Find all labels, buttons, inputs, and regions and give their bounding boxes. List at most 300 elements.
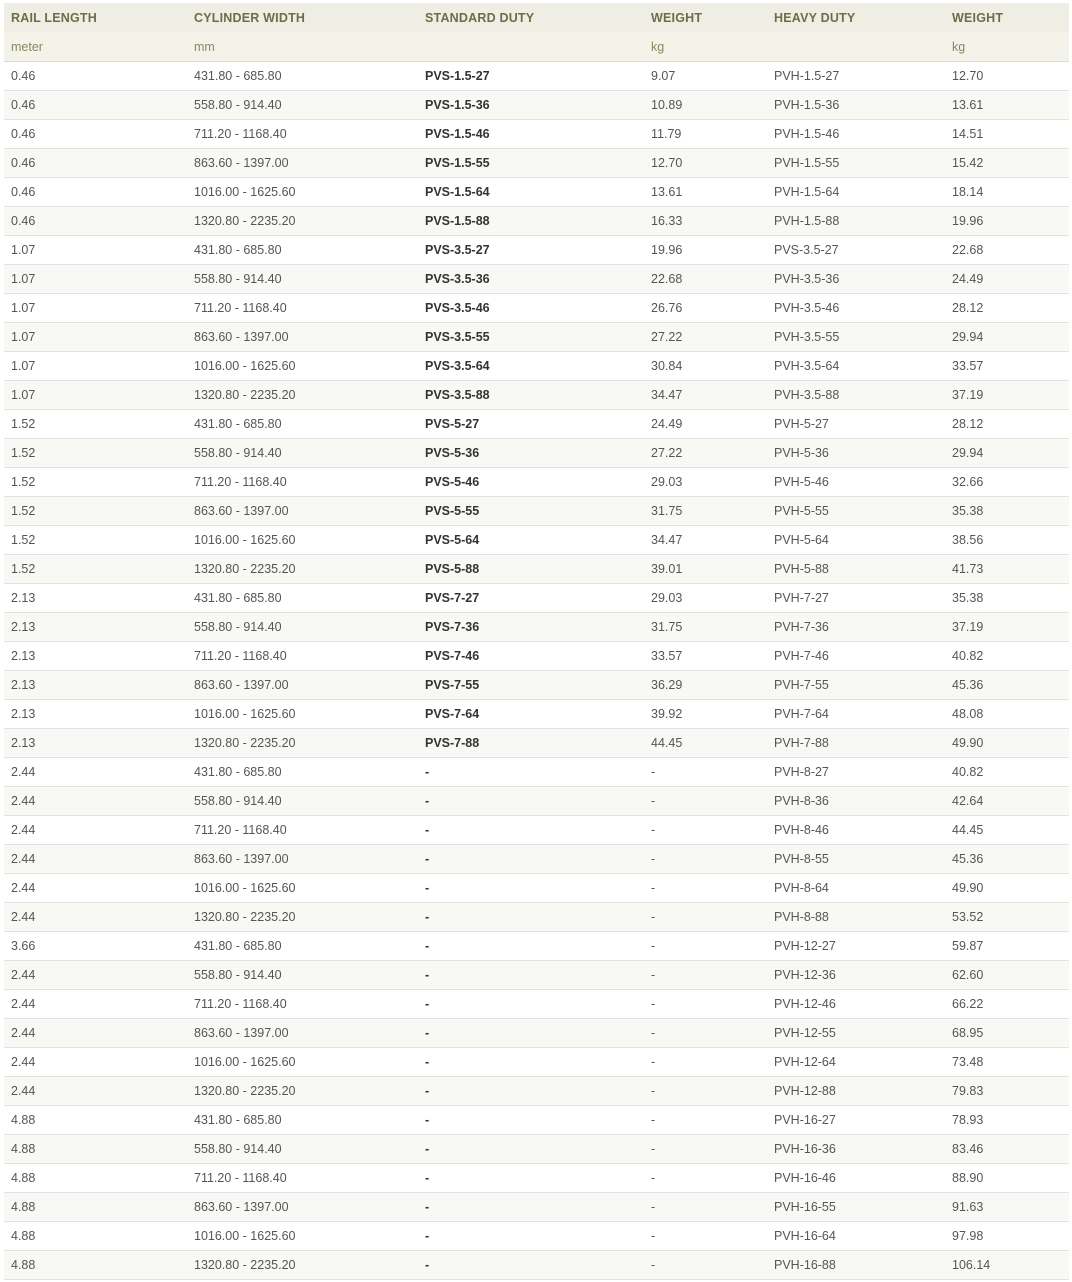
standard-weight-cell: 27.22 <box>644 323 767 352</box>
standard-weight-cell: - <box>644 1048 767 1077</box>
cylinder-width-cell: 863.60 - 1397.00 <box>187 1193 418 1222</box>
heavy-duty-cell: PVH-5-88 <box>767 555 945 584</box>
unit-standard-weight: kg <box>644 32 767 62</box>
standard-weight-cell: - <box>644 961 767 990</box>
rail-length-cell: 1.52 <box>4 555 187 584</box>
standard-duty-cell: PVS-3.5-36 <box>418 265 644 294</box>
standard-duty-cell: - <box>418 1251 644 1280</box>
standard-weight-cell: - <box>644 932 767 961</box>
rail-length-cell: 2.44 <box>4 961 187 990</box>
rail-length-cell: 2.44 <box>4 903 187 932</box>
standard-weight-cell: 33.57 <box>644 642 767 671</box>
rail-length-cell: 0.46 <box>4 91 187 120</box>
table-row <box>4 207 1069 236</box>
heavy-weight-cell: 45.36 <box>945 845 1069 874</box>
rail-length-cell: 0.46 <box>4 178 187 207</box>
cylinder-width-cell: 558.80 - 914.40 <box>187 613 418 642</box>
standard-duty-cell: - <box>418 1048 644 1077</box>
standard-duty-cell: PVS-5-88 <box>418 555 644 584</box>
heavy-weight-cell: 97.98 <box>945 1222 1069 1251</box>
rail-length-cell: 4.88 <box>4 1193 187 1222</box>
heavy-weight-cell: 68.95 <box>945 1019 1069 1048</box>
table-row <box>4 700 1069 729</box>
standard-duty-cell: - <box>418 1164 644 1193</box>
heavy-weight-cell: 62.60 <box>945 961 1069 990</box>
cylinder-width-cell: 1016.00 - 1625.60 <box>187 700 418 729</box>
heavy-weight-cell: 24.49 <box>945 265 1069 294</box>
cylinder-width-cell: 1016.00 - 1625.60 <box>187 1048 418 1077</box>
standard-weight-cell: 30.84 <box>644 352 767 381</box>
standard-weight-cell: 10.89 <box>644 91 767 120</box>
heavy-duty-cell: PVH-8-55 <box>767 845 945 874</box>
table-row <box>4 961 1069 990</box>
standard-weight-cell: - <box>644 845 767 874</box>
header-cylinder-width: CYLINDER WIDTH <box>187 3 418 32</box>
standard-duty-cell: PVS-1.5-88 <box>418 207 644 236</box>
standard-duty-cell: - <box>418 816 644 845</box>
heavy-weight-cell: 41.73 <box>945 555 1069 584</box>
standard-weight-cell: - <box>644 1019 767 1048</box>
table-row <box>4 1019 1069 1048</box>
table-row <box>4 642 1069 671</box>
heavy-duty-cell: PVH-12-64 <box>767 1048 945 1077</box>
standard-weight-cell: 12.70 <box>644 149 767 178</box>
standard-weight-cell: - <box>644 816 767 845</box>
standard-duty-cell: - <box>418 1222 644 1251</box>
table-row <box>4 1193 1069 1222</box>
cylinder-width-cell: 1320.80 - 2235.20 <box>187 381 418 410</box>
standard-weight-cell: - <box>644 1077 767 1106</box>
standard-duty-cell: - <box>418 787 644 816</box>
rail-length-cell: 0.46 <box>4 62 187 91</box>
heavy-duty-cell: PVH-8-46 <box>767 816 945 845</box>
table-row <box>4 1135 1069 1164</box>
standard-duty-cell: PVS-1.5-55 <box>418 149 644 178</box>
unit-heavy-duty <box>767 32 945 62</box>
table-row <box>4 323 1069 352</box>
rail-length-cell: 4.88 <box>4 1164 187 1193</box>
heavy-duty-cell: PVH-1.5-36 <box>767 91 945 120</box>
cylinder-width-cell: 558.80 - 914.40 <box>187 265 418 294</box>
heavy-duty-cell: PVH-5-46 <box>767 468 945 497</box>
heavy-duty-cell: PVH-1.5-55 <box>767 149 945 178</box>
rail-length-cell: 1.07 <box>4 352 187 381</box>
standard-weight-cell: - <box>644 787 767 816</box>
heavy-duty-cell: PVS-3.5-27 <box>767 236 945 265</box>
heavy-weight-cell: 35.38 <box>945 497 1069 526</box>
heavy-duty-cell: PVH-16-46 <box>767 1164 945 1193</box>
heavy-weight-cell: 37.19 <box>945 613 1069 642</box>
heavy-weight-cell: 49.90 <box>945 729 1069 758</box>
cylinder-width-cell: 431.80 - 685.80 <box>187 62 418 91</box>
heavy-weight-cell: 45.36 <box>945 671 1069 700</box>
table-row <box>4 555 1069 584</box>
table-row <box>4 381 1069 410</box>
standard-weight-cell: 36.29 <box>644 671 767 700</box>
table-row <box>4 236 1069 265</box>
rail-length-cell: 0.46 <box>4 207 187 236</box>
cylinder-width-cell: 1320.80 - 2235.20 <box>187 207 418 236</box>
heavy-duty-cell: PVH-16-27 <box>767 1106 945 1135</box>
rail-length-cell: 2.13 <box>4 729 187 758</box>
heavy-duty-cell: PVH-3.5-46 <box>767 294 945 323</box>
cylinder-width-cell: 431.80 - 685.80 <box>187 410 418 439</box>
rail-length-cell: 2.44 <box>4 1019 187 1048</box>
heavy-weight-cell: 83.46 <box>945 1135 1069 1164</box>
standard-weight-cell: 11.79 <box>644 120 767 149</box>
header-heavy-weight: WEIGHT <box>945 3 1069 32</box>
rail-length-cell: 1.52 <box>4 497 187 526</box>
cylinder-width-cell: 558.80 - 914.40 <box>187 787 418 816</box>
rail-length-cell: 1.07 <box>4 294 187 323</box>
rail-length-cell: 1.07 <box>4 381 187 410</box>
rail-length-cell: 1.07 <box>4 265 187 294</box>
table-row <box>4 787 1069 816</box>
rail-length-cell: 2.44 <box>4 874 187 903</box>
heavy-duty-cell: PVH-16-64 <box>767 1222 945 1251</box>
cylinder-width-cell: 711.20 - 1168.40 <box>187 294 418 323</box>
rail-length-cell: 2.44 <box>4 1048 187 1077</box>
table-row <box>4 729 1069 758</box>
standard-duty-cell: - <box>418 874 644 903</box>
table-row <box>4 845 1069 874</box>
table-row <box>4 91 1069 120</box>
table-body <box>4 62 1069 1280</box>
rail-length-cell: 2.13 <box>4 584 187 613</box>
table-row <box>4 497 1069 526</box>
heavy-weight-cell: 106.14 <box>945 1251 1069 1280</box>
heavy-duty-cell: PVH-8-64 <box>767 874 945 903</box>
heavy-weight-cell: 32.66 <box>945 468 1069 497</box>
table-row <box>4 149 1069 178</box>
table-row <box>4 932 1069 961</box>
cylinder-width-cell: 1320.80 - 2235.20 <box>187 555 418 584</box>
heavy-duty-cell: PVH-1.5-46 <box>767 120 945 149</box>
rail-length-cell: 2.44 <box>4 816 187 845</box>
header-row <box>4 3 1069 32</box>
heavy-duty-cell: PVH-5-27 <box>767 410 945 439</box>
standard-weight-cell: 22.68 <box>644 265 767 294</box>
cylinder-width-cell: 1320.80 - 2235.20 <box>187 1251 418 1280</box>
heavy-duty-cell: PVH-16-88 <box>767 1251 945 1280</box>
rail-length-cell: 0.46 <box>4 149 187 178</box>
heavy-weight-cell: 15.42 <box>945 149 1069 178</box>
standard-duty-cell: PVS-5-36 <box>418 439 644 468</box>
heavy-duty-cell: PVH-8-36 <box>767 787 945 816</box>
table-head <box>4 3 1069 62</box>
heavy-duty-cell: PVH-1.5-88 <box>767 207 945 236</box>
heavy-weight-cell: 59.87 <box>945 932 1069 961</box>
cylinder-width-cell: 431.80 - 685.80 <box>187 758 418 787</box>
rail-length-cell: 1.07 <box>4 236 187 265</box>
heavy-weight-cell: 40.82 <box>945 758 1069 787</box>
standard-weight-cell: - <box>644 758 767 787</box>
table-row <box>4 439 1069 468</box>
rail-length-cell: 2.44 <box>4 990 187 1019</box>
heavy-weight-cell: 42.64 <box>945 787 1069 816</box>
table-row <box>4 903 1069 932</box>
heavy-weight-cell: 19.96 <box>945 207 1069 236</box>
heavy-duty-cell: PVH-16-55 <box>767 1193 945 1222</box>
standard-weight-cell: 34.47 <box>644 526 767 555</box>
heavy-duty-cell: PVH-16-36 <box>767 1135 945 1164</box>
table-row <box>4 178 1069 207</box>
standard-duty-cell: PVS-3.5-27 <box>418 236 644 265</box>
rail-length-cell: 2.13 <box>4 700 187 729</box>
table-row <box>4 352 1069 381</box>
cylinder-width-cell: 1016.00 - 1625.60 <box>187 1222 418 1251</box>
heavy-weight-cell: 14.51 <box>945 120 1069 149</box>
cylinder-width-cell: 711.20 - 1168.40 <box>187 120 418 149</box>
standard-duty-cell: PVS-7-64 <box>418 700 644 729</box>
heavy-duty-cell: PVH-5-36 <box>767 439 945 468</box>
heavy-weight-cell: 22.68 <box>945 236 1069 265</box>
cylinder-width-cell: 558.80 - 914.40 <box>187 1135 418 1164</box>
heavy-weight-cell: 91.63 <box>945 1193 1069 1222</box>
header-standard-duty: STANDARD DUTY <box>418 3 644 32</box>
heavy-duty-cell: PVH-7-36 <box>767 613 945 642</box>
standard-duty-cell: PVS-7-27 <box>418 584 644 613</box>
heavy-duty-cell: PVH-3.5-64 <box>767 352 945 381</box>
standard-weight-cell: 39.92 <box>644 700 767 729</box>
standard-duty-cell: PVS-7-36 <box>418 613 644 642</box>
standard-duty-cell: PVS-1.5-36 <box>418 91 644 120</box>
table-row <box>4 758 1069 787</box>
standard-weight-cell: - <box>644 1106 767 1135</box>
rail-length-cell: 2.44 <box>4 845 187 874</box>
heavy-weight-cell: 78.93 <box>945 1106 1069 1135</box>
heavy-duty-cell: PVH-12-55 <box>767 1019 945 1048</box>
standard-weight-cell: 16.33 <box>644 207 767 236</box>
standard-weight-cell: - <box>644 1251 767 1280</box>
cylinder-width-cell: 431.80 - 685.80 <box>187 1106 418 1135</box>
standard-duty-cell: PVS-1.5-27 <box>418 62 644 91</box>
cylinder-width-cell: 1016.00 - 1625.60 <box>187 874 418 903</box>
table-row <box>4 874 1069 903</box>
table-row <box>4 584 1069 613</box>
standard-weight-cell: 9.07 <box>644 62 767 91</box>
rail-length-cell: 4.88 <box>4 1222 187 1251</box>
heavy-weight-cell: 48.08 <box>945 700 1069 729</box>
heavy-weight-cell: 29.94 <box>945 439 1069 468</box>
rail-length-cell: 4.88 <box>4 1251 187 1280</box>
rail-length-cell: 2.13 <box>4 613 187 642</box>
cylinder-width-cell: 431.80 - 685.80 <box>187 236 418 265</box>
cylinder-width-cell: 711.20 - 1168.40 <box>187 642 418 671</box>
heavy-duty-cell: PVH-5-55 <box>767 497 945 526</box>
table-row <box>4 1106 1069 1135</box>
standard-duty-cell: PVS-1.5-64 <box>418 178 644 207</box>
table-row <box>4 62 1069 91</box>
standard-duty-cell: PVS-5-64 <box>418 526 644 555</box>
heavy-weight-cell: 79.83 <box>945 1077 1069 1106</box>
heavy-weight-cell: 29.94 <box>945 323 1069 352</box>
heavy-duty-cell: PVH-7-27 <box>767 584 945 613</box>
unit-cylinder-width: mm <box>187 32 418 62</box>
heavy-weight-cell: 18.14 <box>945 178 1069 207</box>
table-row <box>4 990 1069 1019</box>
rail-length-cell: 2.44 <box>4 1077 187 1106</box>
cylinder-width-cell: 711.20 - 1168.40 <box>187 990 418 1019</box>
standard-duty-cell: - <box>418 932 644 961</box>
standard-duty-cell: - <box>418 961 644 990</box>
table-row <box>4 294 1069 323</box>
cylinder-width-cell: 558.80 - 914.40 <box>187 439 418 468</box>
standard-weight-cell: 39.01 <box>644 555 767 584</box>
table-row <box>4 1222 1069 1251</box>
unit-rail-length: meter <box>4 32 187 62</box>
cylinder-width-cell: 558.80 - 914.40 <box>187 961 418 990</box>
heavy-duty-cell: PVH-3.5-36 <box>767 265 945 294</box>
cylinder-width-cell: 863.60 - 1397.00 <box>187 323 418 352</box>
cylinder-width-cell: 558.80 - 914.40 <box>187 91 418 120</box>
heavy-duty-cell: PVH-1.5-27 <box>767 62 945 91</box>
cylinder-width-cell: 863.60 - 1397.00 <box>187 671 418 700</box>
standard-duty-cell: - <box>418 1077 644 1106</box>
cylinder-width-cell: 711.20 - 1168.40 <box>187 468 418 497</box>
standard-weight-cell: 26.76 <box>644 294 767 323</box>
rail-length-cell: 1.52 <box>4 526 187 555</box>
heavy-duty-cell: PVH-7-88 <box>767 729 945 758</box>
unit-heavy-weight: kg <box>945 32 1069 62</box>
rail-length-cell: 1.52 <box>4 468 187 497</box>
standard-duty-cell: - <box>418 903 644 932</box>
heavy-weight-cell: 49.90 <box>945 874 1069 903</box>
unit-standard-duty <box>418 32 644 62</box>
heavy-weight-cell: 66.22 <box>945 990 1069 1019</box>
standard-weight-cell: - <box>644 1193 767 1222</box>
standard-duty-cell: - <box>418 1106 644 1135</box>
standard-weight-cell: - <box>644 990 767 1019</box>
standard-duty-cell: PVS-3.5-46 <box>418 294 644 323</box>
rail-length-cell: 2.44 <box>4 758 187 787</box>
standard-duty-cell: - <box>418 1193 644 1222</box>
spec-table <box>4 3 1069 1280</box>
heavy-duty-cell: PVH-3.5-55 <box>767 323 945 352</box>
standard-duty-cell: PVS-5-46 <box>418 468 644 497</box>
heavy-duty-cell: PVH-12-27 <box>767 932 945 961</box>
heavy-weight-cell: 40.82 <box>945 642 1069 671</box>
table-row <box>4 265 1069 294</box>
cylinder-width-cell: 711.20 - 1168.40 <box>187 816 418 845</box>
table-row <box>4 613 1069 642</box>
standard-weight-cell: 44.45 <box>644 729 767 758</box>
standard-duty-cell: PVS-3.5-55 <box>418 323 644 352</box>
standard-duty-cell: PVS-7-88 <box>418 729 644 758</box>
cylinder-width-cell: 1016.00 - 1625.60 <box>187 178 418 207</box>
heavy-duty-cell: PVH-7-55 <box>767 671 945 700</box>
heavy-duty-cell: PVH-1.5-64 <box>767 178 945 207</box>
standard-weight-cell: 19.96 <box>644 236 767 265</box>
cylinder-width-cell: 431.80 - 685.80 <box>187 932 418 961</box>
standard-weight-cell: 13.61 <box>644 178 767 207</box>
standard-duty-cell: - <box>418 758 644 787</box>
heavy-weight-cell: 33.57 <box>945 352 1069 381</box>
unit-row <box>4 32 1069 62</box>
standard-duty-cell: PVS-5-27 <box>418 410 644 439</box>
standard-weight-cell: 24.49 <box>644 410 767 439</box>
standard-duty-cell: - <box>418 990 644 1019</box>
cylinder-width-cell: 1016.00 - 1625.60 <box>187 526 418 555</box>
standard-duty-cell: - <box>418 1019 644 1048</box>
standard-weight-cell: - <box>644 1135 767 1164</box>
standard-duty-cell: - <box>418 845 644 874</box>
table-row <box>4 120 1069 149</box>
heavy-weight-cell: 12.70 <box>945 62 1069 91</box>
heavy-duty-cell: PVH-3.5-88 <box>767 381 945 410</box>
rail-length-cell: 4.88 <box>4 1106 187 1135</box>
heavy-weight-cell: 28.12 <box>945 410 1069 439</box>
heavy-weight-cell: 35.38 <box>945 584 1069 613</box>
standard-weight-cell: - <box>644 1222 767 1251</box>
cylinder-width-cell: 1016.00 - 1625.60 <box>187 352 418 381</box>
heavy-weight-cell: 28.12 <box>945 294 1069 323</box>
table-row <box>4 526 1069 555</box>
rail-length-cell: 0.46 <box>4 120 187 149</box>
standard-weight-cell: - <box>644 1164 767 1193</box>
cylinder-width-cell: 431.80 - 685.80 <box>187 584 418 613</box>
standard-duty-cell: PVS-3.5-88 <box>418 381 644 410</box>
standard-duty-cell: PVS-7-46 <box>418 642 644 671</box>
standard-weight-cell: 27.22 <box>644 439 767 468</box>
cylinder-width-cell: 863.60 - 1397.00 <box>187 845 418 874</box>
header-heavy-duty: HEAVY DUTY <box>767 3 945 32</box>
rail-length-cell: 3.66 <box>4 932 187 961</box>
heavy-weight-cell: 53.52 <box>945 903 1069 932</box>
standard-duty-cell: - <box>418 1135 644 1164</box>
heavy-weight-cell: 88.90 <box>945 1164 1069 1193</box>
heavy-weight-cell: 73.48 <box>945 1048 1069 1077</box>
standard-duty-cell: PVS-5-55 <box>418 497 644 526</box>
rail-length-cell: 4.88 <box>4 1135 187 1164</box>
standard-weight-cell: - <box>644 874 767 903</box>
standard-weight-cell: - <box>644 903 767 932</box>
heavy-duty-cell: PVH-7-46 <box>767 642 945 671</box>
standard-weight-cell: 31.75 <box>644 613 767 642</box>
heavy-weight-cell: 37.19 <box>945 381 1069 410</box>
cylinder-width-cell: 863.60 - 1397.00 <box>187 1019 418 1048</box>
cylinder-width-cell: 1320.80 - 2235.20 <box>187 729 418 758</box>
heavy-duty-cell: PVH-8-88 <box>767 903 945 932</box>
heavy-weight-cell: 13.61 <box>945 91 1069 120</box>
cylinder-width-cell: 863.60 - 1397.00 <box>187 149 418 178</box>
heavy-duty-cell: PVH-12-36 <box>767 961 945 990</box>
rail-length-cell: 1.07 <box>4 323 187 352</box>
rail-length-cell: 2.13 <box>4 671 187 700</box>
standard-weight-cell: 34.47 <box>644 381 767 410</box>
heavy-weight-cell: 44.45 <box>945 816 1069 845</box>
heavy-duty-cell: PVH-7-64 <box>767 700 945 729</box>
table-row <box>4 1251 1069 1280</box>
table-row <box>4 671 1069 700</box>
header-rail-length: RAIL LENGTH <box>4 3 187 32</box>
standard-weight-cell: 29.03 <box>644 468 767 497</box>
table-row <box>4 816 1069 845</box>
standard-duty-cell: PVS-3.5-64 <box>418 352 644 381</box>
rail-length-cell: 2.44 <box>4 787 187 816</box>
cylinder-width-cell: 1320.80 - 2235.20 <box>187 903 418 932</box>
standard-duty-cell: PVS-1.5-46 <box>418 120 644 149</box>
table-row <box>4 1077 1069 1106</box>
table-row <box>4 1164 1069 1193</box>
heavy-duty-cell: PVH-8-27 <box>767 758 945 787</box>
rail-length-cell: 2.13 <box>4 642 187 671</box>
table-row <box>4 410 1069 439</box>
heavy-duty-cell: PVH-12-46 <box>767 990 945 1019</box>
heavy-duty-cell: PVH-5-64 <box>767 526 945 555</box>
cylinder-width-cell: 1320.80 - 2235.20 <box>187 1077 418 1106</box>
heavy-duty-cell: PVH-12-88 <box>767 1077 945 1106</box>
